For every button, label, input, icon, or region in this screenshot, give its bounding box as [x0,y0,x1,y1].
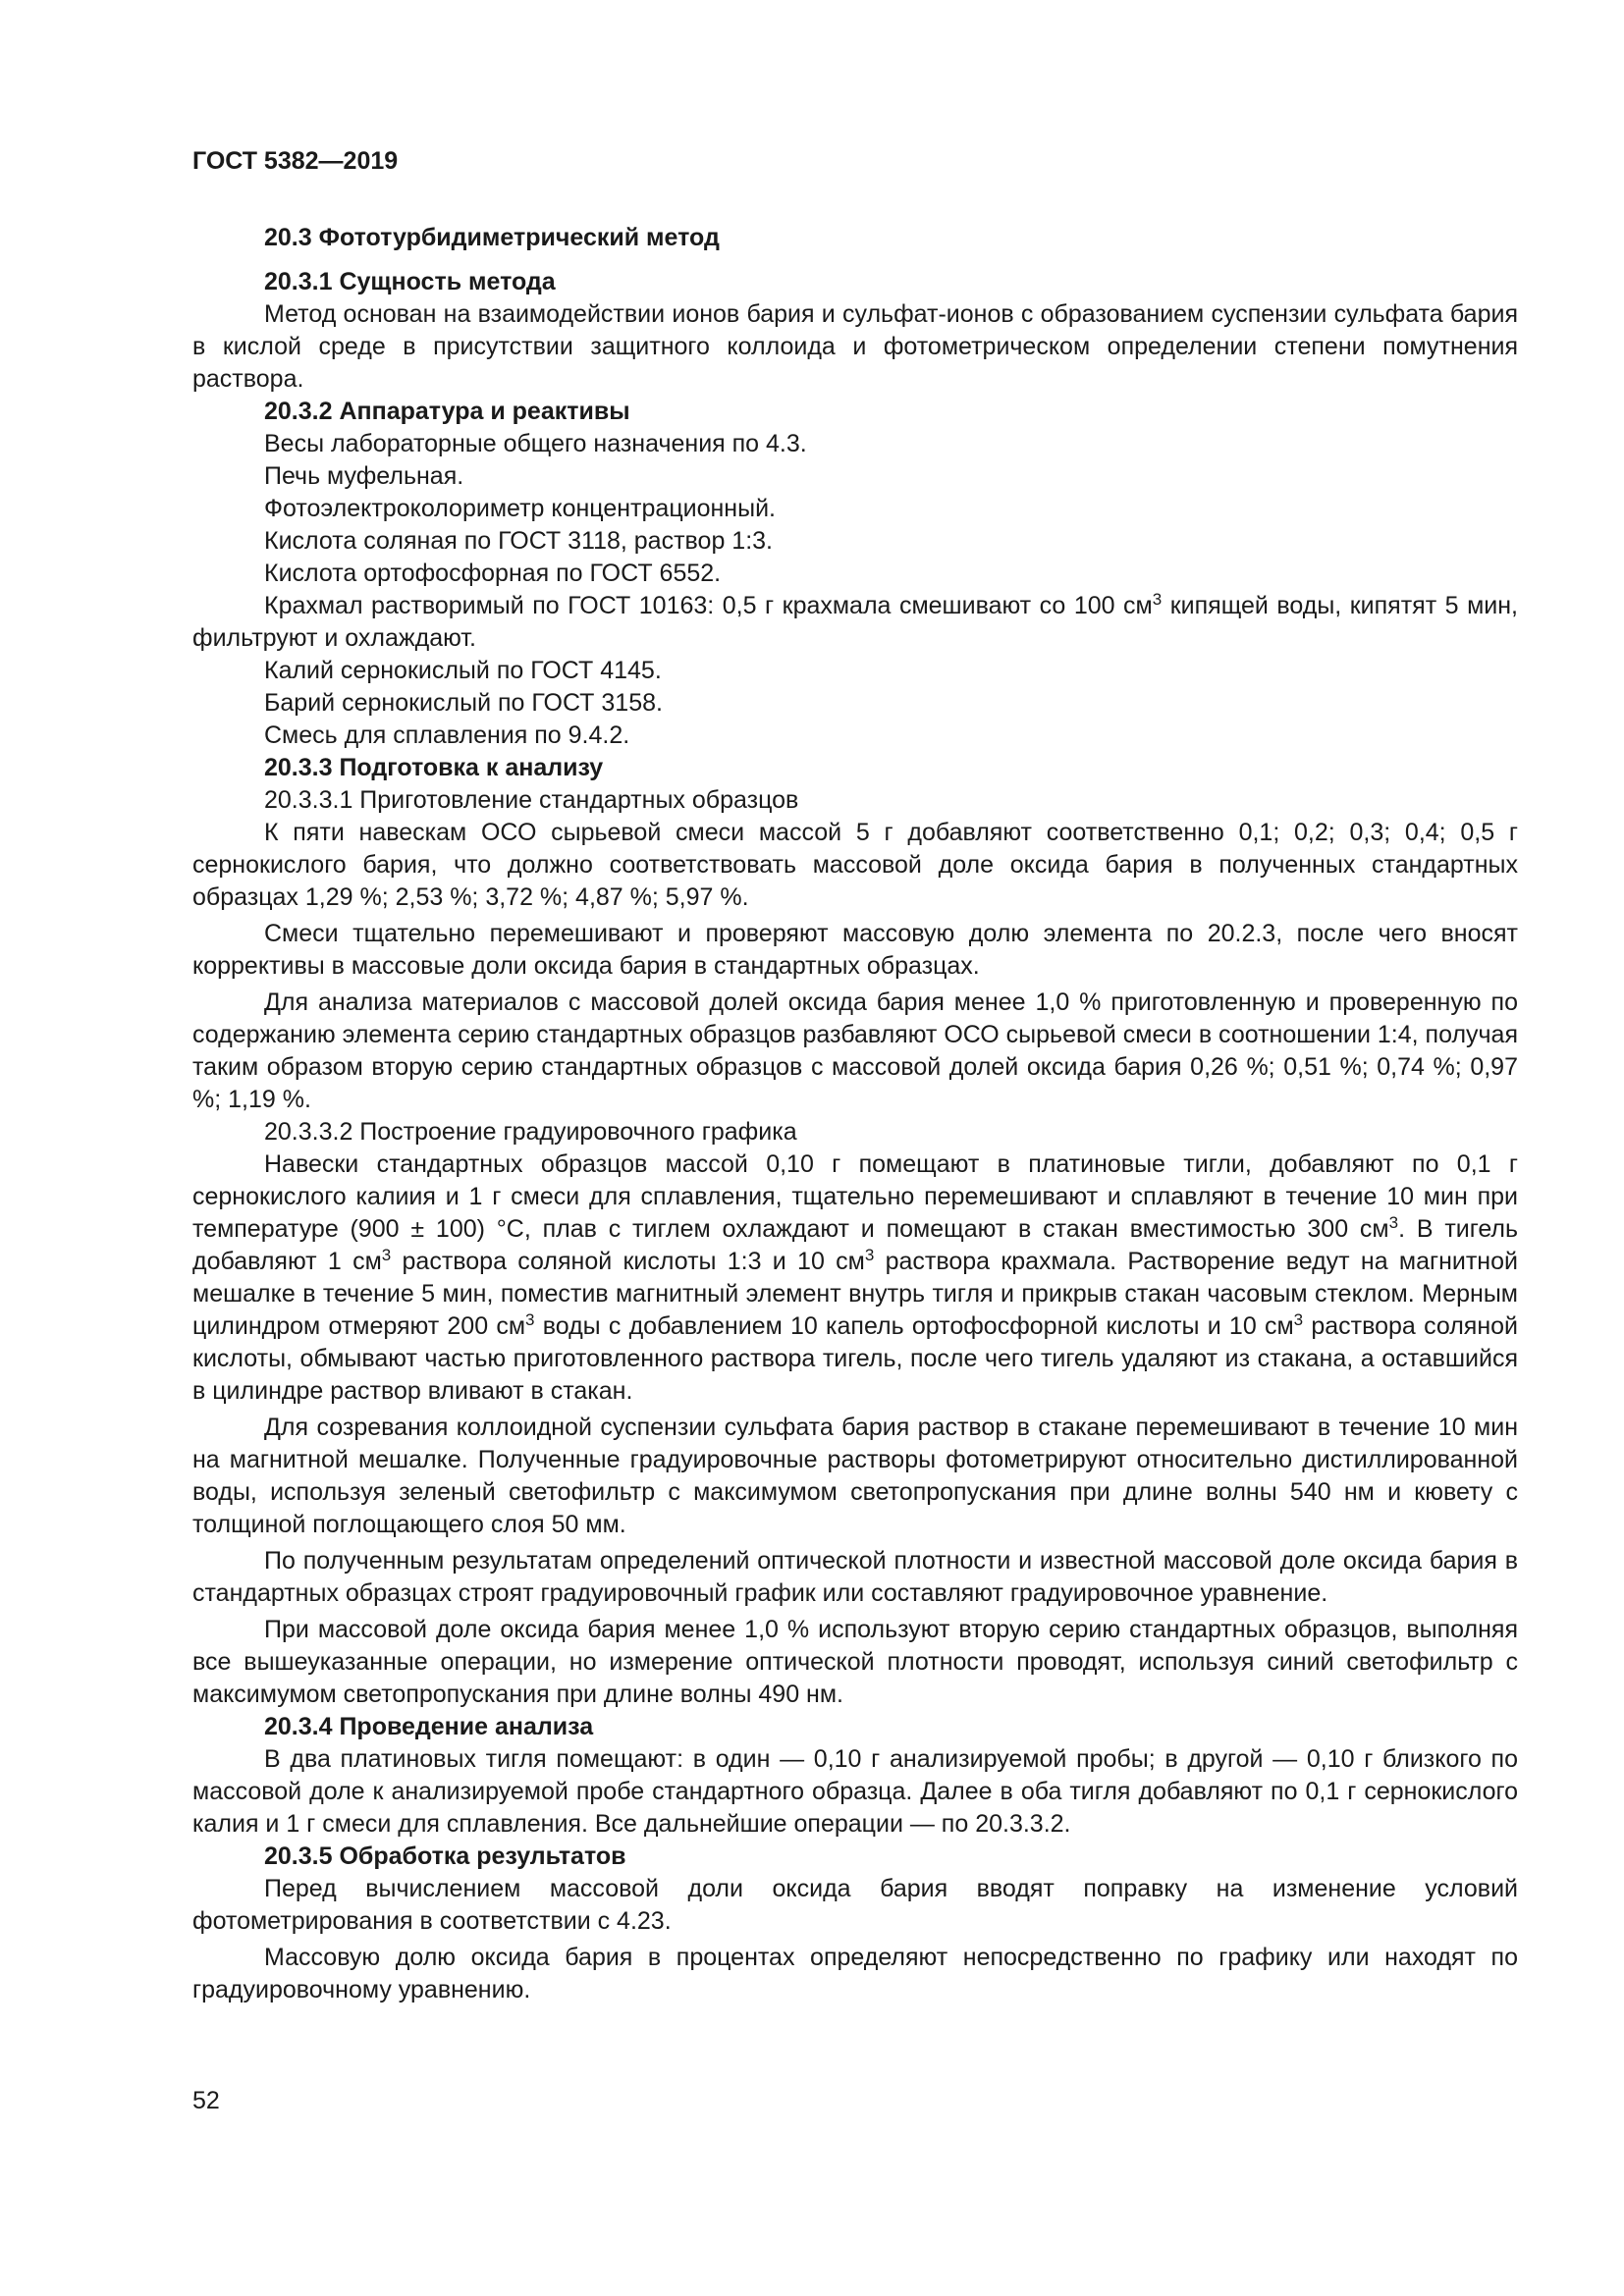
superscript: 3 [525,1310,535,1329]
paragraph: По полученным результатам определений оптической плотности и известной массовой доле оксида бария в стандартных образцах строят градуировочный график или составляют градуировочное уравнение. [192,1547,1518,1607]
page-number: 52 [192,2087,220,2114]
superscript: 3 [1388,1213,1399,1232]
subsection-title-equipment: 20.3.2 Аппаратура и реактивы [264,398,630,425]
text-run: воды с добавлением 10 капель ортофосфорной кислоты и 10 см [534,1312,1294,1340]
text-run: кипящей воды, кипятят 5 мин, фильтруют и охлаждают. [192,592,1518,652]
paragraph: К пяти навескам ОСО сырьевой смеси массой 5 г добавляют соответственно 0,1; 0,2; 0,3; 0,4; 0,5 г сернокислого бария, что должно соответствовать массовой доле оксида бария в полученных стандартных образцах 1,29 %; 2,53 %; 3,72 %; 4,87 %; 5,97 %. [192,819,1518,911]
text-run: Навески стандартных образцов массой 0,10 г помещают в платиновые тигли, добавляют по 0,1 г сернокислого калиия и 1 г смеси для сплавления, тщательно перемешивают и сплавляют в течение 10 мин при температуре (900 ± 100) °C, плав с тиглем охлаждают и помещают в стакан вместимостью 300 см [192,1150,1518,1243]
subsection-title-preparation: 20.3.3 Подготовка к анализу [264,754,604,781]
paragraph: Для созревания коллоидной суспензии сульфата бария раствор в стакане перемешивают в течение 10 мин на магнитной мешалке. Полученные градуировочные растворы фотометрируют относительно дистиллированной воды, используя зеленый светофильтр с максимумом светопропускания при длине волны 540 нм и кювету с толщиной поглощающего слоя 50 мм. [192,1414,1518,1538]
equipment-item: Барий сернокислый по ГОСТ 3158. [264,689,663,717]
subsection-title-analysis: 20.3.4 Проведение анализа [264,1713,594,1740]
superscript: 3 [1293,1310,1304,1329]
equipment-item: Печь муфельная. [264,462,464,490]
equipment-item: Калий сернокислый по ГОСТ 4145. [264,657,662,684]
equipment-item: Кислота соляная по ГОСТ 3118, раствор 1:3. [264,527,773,555]
superscript: 3 [864,1246,875,1264]
equipment-item: Смесь для сплавления по 9.4.2. [264,721,630,749]
subsection-title-results: 20.3.5 Обработка результатов [264,1842,626,1870]
text-run: Крахмал растворимый по ГОСТ 10163: 0,5 г крахмала смешивают со 100 см [264,592,1153,619]
paragraph: Перед вычислением массовой доли оксида бария вводят поправку на изменение условий фотометрирования в соответствии с 4.23. [192,1875,1518,1935]
text-run: . В тигель добавляют 1 см [192,1215,1519,1275]
text-run: раствора соляной кислоты 1:3 и 10 см [391,1248,865,1275]
paragraph: Смеси тщательно перемешивают и проверяют массовую долю элемента по 20.2.3, после чего вносят коррективы в массовые доли оксида бария в стандартных образцах. [192,920,1518,980]
equipment-item: Весы лабораторные общего назначения по 4.3. [264,430,807,457]
paragraph-method-essence: Метод основан на взаимодействии ионов бария и сульфат-ионов с образованием суспензии сульфата бария в кислой среде в присутствии защитного коллоида и фотометрическом определении степени помутнения раствора. [192,300,1518,393]
superscript: 3 [1152,590,1163,609]
paragraph: Для анализа материалов с массовой долей оксида бария менее 1,0 % приготовленную и проверенную по содержанию элемента серию стандартных образцов разбавляют ОСО сырьевой смеси в соотношении 1:4, получая таким образом вторую серию стандартных образцов с массовой долей оксида бария 0,26 %; 0,51 %; 0,74 %; 0,97 %; 1,19 %. [192,988,1518,1113]
paragraph-calibration-procedure [192,1148,1518,1408]
subsection-title-essence: 20.3.1 Сущность метода [264,268,556,295]
section-title: 20.3 Фототурбидиметрический метод [264,224,720,251]
text-run: раствора соляной кислоты, обмывают частью приготовленного раствора тигель, после чего тигель удаляют из стакана, а оставшийся в цилиндре раствор вливают в стакан. [192,1312,1519,1405]
equipment-item: Фотоэлектроколориметр концентрационный. [264,495,776,522]
sub-subsection-title: 20.3.3.2 Построение градуировочного графика [264,1118,797,1146]
sub-subsection-title: 20.3.3.1 Приготовление стандартных образцов [264,786,799,814]
paragraph: Массовую долю оксида бария в процентах определяют непосредственно по графику или находят по градуировочному уравнению. [192,1944,1518,2003]
equipment-item: Кислота ортофосфорная по ГОСТ 6552. [264,560,722,587]
superscript: 3 [381,1246,392,1264]
document-header: ГОСТ 5382—2019 [192,147,399,175]
document-body [192,222,1518,2006]
paragraph: В два платиновых тигля помещают: в один — 0,10 г анализируемой пробы; в другой — 0,10 г близкого по массовой доле к анализируемой пробе стандартного образца. Далее в оба тигля добавляют по 0,1 г сернокислого калия и 1 г смеси для сплавления. Все дальнейшие операции — по 20.3.3.2. [192,1745,1518,1838]
paragraph: При массовой доле оксида бария менее 1,0 % используют вторую серию стандартных образцов, выполняя все вышеуказанные операции, но измерение оптической плотности проводят, используя синий светофильтр с максимумом светопропускания при длине волны 490 нм. [192,1616,1518,1708]
equipment-item-starch [192,590,1518,655]
text-run: раствора крахмала. Растворение ведут на магнитной мешалке в течение 5 мин, поместив магнитный элемент внутрь тигля и прикрыв стакан часовым стеклом. Мерным цилиндром отмеряют 200 см [192,1248,1518,1340]
